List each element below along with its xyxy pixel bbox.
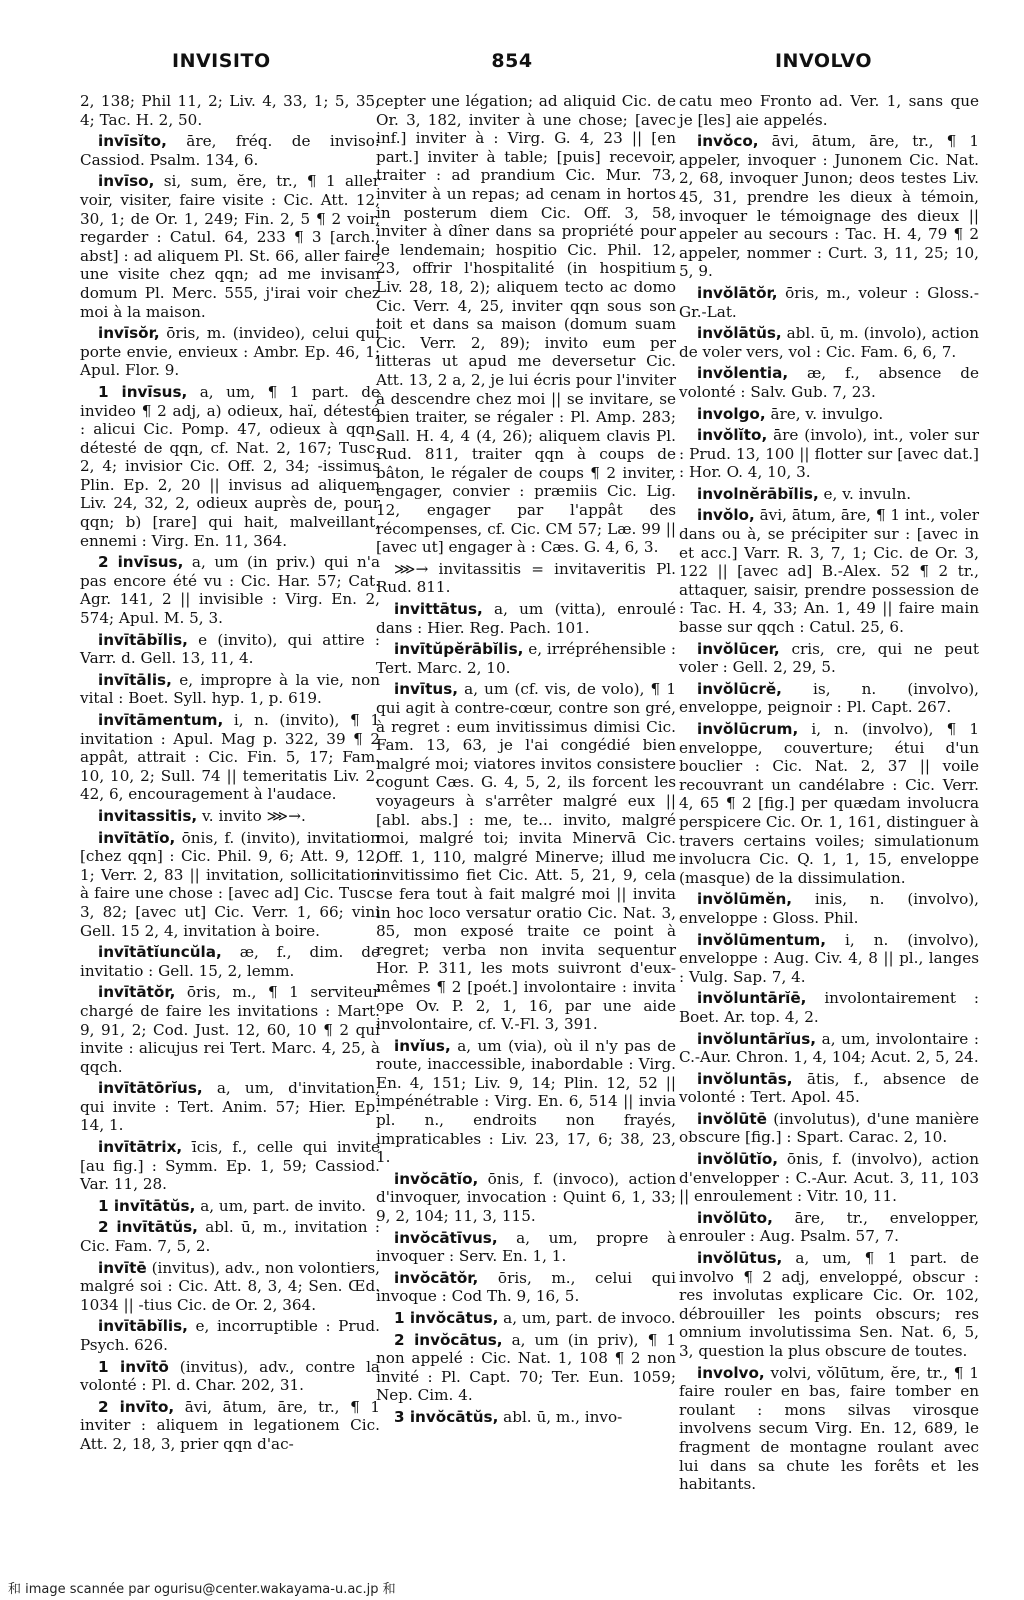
- entry-headword: invītātĭo,: [98, 828, 176, 847]
- entry-headword: invŏlūtĭo,: [697, 1150, 779, 1169]
- entry-headword: 2 invītātŭs,: [98, 1218, 198, 1237]
- entry-definition: āre, fréq. de inviso: Cassiod. Psalm. 134, 6.: [80, 132, 380, 169]
- entry-definition: v. invito ⋙→.: [197, 806, 306, 825]
- entry-definition: ōris, m., voleur : Gloss.-Gr.-Lat.: [679, 283, 979, 321]
- dictionary-entry: [679, 506, 979, 636]
- entry-definition: a, um (via), où il n'y pas de route, inaccessible, inabordable : Virg. En. 4, 151; Liv. 9, 14; Plin. 12, 52 || impénétrable : Virg. En. 6, 514 || invia pl. n., endroits non frayés, impraticables : Liv. 23, 17, 6; 38, 23, 1.: [376, 1036, 676, 1167]
- dictionary-entry: [80, 829, 380, 941]
- dictionary-entry: [80, 631, 380, 668]
- entry-headword: invŏcātŏr,: [394, 1268, 479, 1287]
- entry-definition: āre (involo), int., voler sur : Prud. 13, 100 || flotter sur [avec dat.] : Hor. O. 4, 10, 3.: [679, 426, 979, 482]
- dictionary-entry: [679, 364, 979, 401]
- entry-headword: invŏlūcer,: [697, 639, 780, 658]
- entry-headword: invŏluntārĭus,: [697, 1029, 817, 1048]
- entry-definition: ōnis, f. (involvo), action d'envelopper : C.-Aur. Acut. 3, 11, 103 || enroulement : Vitr. 10, 11.: [679, 1150, 979, 1206]
- entry-definition: a, um, propre à invoquer : Serv. En. 1, 1.: [376, 1228, 676, 1266]
- entry-definition: abl. ū, m. (involo), action de voler vers, vol : Cic. Fam. 6, 6, 7.: [679, 324, 979, 361]
- entry-definition: volvi, vŏlūtum, ĕre, tr., ¶ 1 faire rouler en bas, faire tomber en roulant : mons silvas virosque involvens secum Virg. En. 12, 689, le fragment de montagne roulant avec lui dans sa chute les forêts et les habitants.: [679, 1363, 979, 1494]
- entry-headword: invŏluntārĭē,: [697, 989, 807, 1008]
- entry-definition: a, um, part. de invoco.: [498, 1309, 676, 1327]
- dictionary-entry: [80, 1218, 380, 1255]
- dictionary-entry: [80, 1398, 380, 1454]
- entry-headword: invŏcātĭo,: [394, 1169, 479, 1188]
- scan-credit: 和 image scannée par ogurisu@center.wakayama-u.ac.jp 和: [8, 1582, 396, 1597]
- dictionary-entry: [80, 943, 380, 980]
- dictionary-entry: [679, 640, 979, 677]
- dictionary-entry: [679, 890, 979, 927]
- dictionary-entry: [376, 1229, 676, 1266]
- entry-definition: e, impropre à la vie, non vital : Boet. Syll. hyp. 1, p. 619.: [80, 670, 380, 708]
- entry-definition: abl. ū, m., invitation : Cic. Fam. 7, 5, 2.: [80, 1218, 380, 1256]
- entry-definition: īcis, f., celle qui invite [au fig.] : Symm. Ep. 1, 59; Cassiod. Var. 11, 28.: [80, 1138, 380, 1194]
- dictionary-entry: [679, 989, 979, 1026]
- entry-headword: invŏlūtus,: [697, 1249, 783, 1268]
- entry-headword: invŏlūcrum,: [697, 720, 799, 738]
- entry-headword: invītātŏr,: [98, 983, 176, 1002]
- entry-headword: invŏco,: [697, 132, 759, 151]
- dictionary-entry: [679, 931, 979, 987]
- dictionary-column-3: [679, 92, 979, 1497]
- dictionary-entry: [376, 600, 676, 637]
- entry-headword: invŏlūcrĕ,: [697, 679, 782, 698]
- entry-definition: a, um, ¶ 1 part. de invideo ¶ 2 adj, a) odieux, haï, détesté : alicui Cic. Pomp. 47, odieux à qqn, détesté de qqn, cf. Nat. 2, 167; Tusc. 2, 4; invisior Cic. Off. 2, 34; -issimus Plin. Ep. 2, 20 || invisus ad aliquem Liv. 24, 32, 2, odieux auprès de, pour qqn; b) [rare] qui hait, malveillant, ennemi : Virg. En. 11, 364.: [80, 382, 380, 550]
- entry-definition: a, um (in priv.) qui n'a pas encore été vu : Cic. Har. 57; Cat. Agr. 141, 2 || invisible : Virg. En. 2, 574; Apul. M. 5, 3.: [80, 553, 380, 628]
- entry-definition: is, n. (involvo), enveloppe, peignoir : Pl. Capt. 267.: [679, 679, 979, 717]
- entry-headword: invītātrix,: [98, 1138, 183, 1157]
- entry-definition: āvi, ātum, āre, tr., ¶ 1 inviter : aliquem in legationem Cic. Att. 2, 18, 3, prier qqn d'ac-: [80, 1397, 380, 1453]
- dictionary-entry: [80, 1358, 380, 1395]
- dictionary-entry: [80, 383, 380, 550]
- dictionary-entry: [376, 1331, 676, 1405]
- entry-definition: ōris, m., celui qui invoque : Cod Th. 9, 16, 5.: [376, 1268, 676, 1306]
- dictionary-column-2: [376, 92, 676, 1430]
- entry-headword: 2 invŏcātus,: [394, 1330, 503, 1349]
- entry-definition: e, v. invuln.: [818, 484, 912, 503]
- dictionary-entry: [679, 1030, 979, 1067]
- dictionary-entry: [80, 324, 380, 380]
- dictionary-entry: [80, 671, 380, 708]
- dictionary-column-1: [80, 92, 380, 1457]
- entry-definition: involontairement : Boet. Ar. top. 4, 2.: [679, 989, 979, 1026]
- dictionary-entry: [679, 92, 979, 129]
- guide-word-left: INVISITO: [172, 50, 271, 72]
- dictionary-entry: [679, 720, 979, 887]
- entry-definition: 2, 138; Phil 11, 2; Liv. 4, 33, 1; 5, 35, 4; Tac. H. 2, 50.: [80, 92, 380, 129]
- dictionary-entry: [80, 1317, 380, 1354]
- entry-definition: a, um (in priv), ¶ 1 non appelé : Cic. Nat. 1, 108 ¶ 2 non invité : Pl. Capt. 70; Ter. Eun. 1059; Nep. Cim. 4.: [376, 1330, 677, 1405]
- entry-headword: involnĕrābĭlis,: [697, 484, 819, 503]
- dictionary-entry: [679, 132, 979, 281]
- dictionary-entry: [679, 1070, 979, 1107]
- entry-definition: catu meo Fronto ad. Ver. 1, sans que je [les] aie appelés.: [679, 92, 979, 129]
- entry-headword: 1 invītātŭs,: [98, 1196, 196, 1215]
- entry-headword: invŏlūmentum,: [697, 930, 826, 949]
- entry-definition: āre, tr., envelopper, enrouler : Aug. Psalm. 57, 7.: [679, 1208, 979, 1246]
- dictionary-entry: [679, 1364, 979, 1494]
- dictionary-entry: [376, 640, 676, 677]
- dictionary-entry: [679, 680, 979, 717]
- entry-definition: inis, n. (involvo), enveloppe : Gloss. Phil.: [679, 890, 979, 927]
- entry-definition: āvi, ātum, āre, tr., ¶ 1 appeler, invoquer : Junonem Cic. Nat. 2, 68, invoquer Junon; deos testes Liv. 45, 31, prendre les dieux à témoin, invoquer le témoignage des dieux || appeler au secours : Tac. H. 4, 79 ¶ 2 appeler, nommer : Curt. 3, 11, 25; 10, 5, 9.: [679, 132, 979, 281]
- running-header: [0, 50, 1024, 90]
- entry-headword: involvo,: [697, 1363, 765, 1382]
- dictionary-entry: [679, 426, 979, 482]
- dictionary-entry: [679, 1209, 979, 1246]
- entry-definition: e (invito), qui attire : Varr. d. Gell. 13, 11, 4.: [80, 630, 380, 668]
- dictionary-entry: [376, 1408, 676, 1427]
- entry-headword: invītāmentum,: [98, 711, 224, 729]
- entry-definition: ōnis, f. (invoco), action d'invoquer, invocation : Quint 6, 1, 33; 9, 2, 104; 11, 3, 115.: [376, 1169, 676, 1226]
- entry-definition: si, sum, ĕre, tr., ¶ 1 aller voir, visiter, faire visite : Cic. Att. 12, 30, 1; de Or. 1, 249; Fin. 2, 5 ¶ 2 voir, regarder : Catul. 64, 233 ¶ 3 [arch., abst] : ad aliquem Pl. St. 66, aller faire une visite chez qqn; ad me invisam domum Pl. Merc. 555, j'irai voir chez moi à la maison.: [80, 172, 380, 321]
- entry-definition: a, um (cf. vis, de volo), ¶ 1 qui agit à contre-cœur, contre son gré, à regret : eum invitissimus dimisi Cic. Fam. 13, 63, je l'ai congédié bien malgré moi; viatores invitos consistere cogunt Cæs. G. 4, 5, 2, ils forcent les voyageurs à s'arrêter malgré eux || [abl. abs.] : me, te... invito, malgré moi, malgré toi; invita Minervā Cic. Off. 1, 110, malgré Minerve; illud me invitissimo fiet Cic. Att. 5, 21, 9, cela se fera tout à fait malgré moi || invita in hoc loco versatur oratio Cic. Nat. 3, 85, mon exposé traite ce point à regret; verba non invita sequentur Hor. P. 311, les mots suivront d'eux-mêmes ¶ 2 [poét.] involontaire : invita ope Ov. P. 2, 1, 16, par une aide involontaire, cf. V.-Fl. 3, 391.: [376, 680, 676, 1034]
- entry-definition: (invitus), adv., non volontiers, malgré soi : Cic. Att. 8, 3, 4; Sen. Œd. 1034 || -tius Cic. de Or. 2, 364.: [80, 1258, 380, 1314]
- entry-headword: invitassitis,: [98, 806, 198, 825]
- dictionary-entry: [80, 807, 380, 826]
- entry-headword: invītābĭlis,: [98, 630, 188, 649]
- dictionary-entry: [80, 1079, 380, 1135]
- entry-headword: invŏcātīvus,: [394, 1228, 498, 1247]
- entry-headword: invŏlūmĕn,: [697, 890, 793, 909]
- dictionary-entry: [679, 1110, 979, 1147]
- entry-definition: a, um, involontaire : C.-Aur. Chron. 1, 4, 104; Acut. 2, 5, 24.: [679, 1029, 979, 1067]
- dictionary-entry: [679, 1249, 979, 1361]
- entry-headword: invŏlātŭs,: [697, 324, 782, 343]
- entry-headword: 2 invīsus,: [98, 553, 184, 572]
- entry-definition: ōnis, f. (invito), invitation [chez qqn] : Cic. Phil. 9, 6; Att. 9, 12, 1; Verr. 2, 83 || invitation, sollicitation à faire une chose : [avec ad] Cic. Tusc. 3, 82; [avec ut] Cic. Verr. 1, 66; vini Gell. 15 2, 4, invitation à boire.: [80, 828, 380, 940]
- dictionary-entry: [679, 405, 979, 424]
- entry-definition: i, n. (involvo), enveloppe : Aug. Civ. 4, 8 || pl., langes : Vulg. Sap. 7, 4.: [679, 930, 979, 986]
- entry-definition: æ, f., absence de volonté : Salv. Gub. 7, 23.: [679, 364, 979, 401]
- dictionary-entry: [679, 485, 979, 504]
- entry-headword: 3 invŏcātŭs,: [394, 1407, 499, 1426]
- entry-definition: a, um, ¶ 1 part. de involvo ¶ 2 adj, enveloppé, obscur : res involutas explicare Cic. Or. 102, débrouiller les points obscurs; res omnium involutissima Sen. Nat. 6, 5, 3, question la plus obscure de toutes.: [679, 1249, 979, 1360]
- entry-headword: invŏlātŏr,: [697, 283, 778, 302]
- entry-headword: invīsŏr,: [98, 324, 160, 343]
- entry-definition: (involutus), d'une manière obscure [fig.] : Spart. Carac. 2, 10.: [679, 1109, 979, 1147]
- dictionary-entry: [679, 324, 979, 361]
- entry-definition: e, incorruptible : Prud. Psych. 626.: [80, 1317, 380, 1354]
- entry-definition: ātis, f., absence de volonté : Tert. Apol. 45.: [679, 1069, 979, 1107]
- entry-headword: invīsĭto,: [98, 132, 167, 151]
- entry-headword: invītŭpĕrābĭlis,: [394, 640, 524, 659]
- entry-headword: invīso,: [98, 172, 155, 191]
- dictionary-entry: [376, 1170, 676, 1226]
- dictionary-entry: [376, 1309, 676, 1328]
- dictionary-entry: [376, 1269, 676, 1306]
- entry-headword: invŏlūto,: [697, 1208, 773, 1227]
- entry-headword: invītātĭuncŭla,: [98, 943, 222, 962]
- dictionary-entry: [80, 1259, 380, 1315]
- entry-definition: (invitus), adv., contre la volonté : Pl. d. Char. 202, 31.: [80, 1357, 380, 1395]
- page-number: 854: [491, 50, 533, 72]
- entry-definition: āvi, ātum, āre, ¶ 1 int., voler dans ou à, se précipiter sur : [avec in et acc.] Varr. R. 3, 7, 1; Cic. de Or. 3, 122 || [avec ad] B.-Alex. 52 ¶ 2 tr., attaquer, saisir, prendre possession de : Tac. H. 4, 33; An. 1, 49 || faire main basse sur qqch : Catul. 25, 6.: [679, 506, 979, 637]
- entry-headword: invītē: [98, 1258, 147, 1277]
- entry-definition: ōris, m. (invideo), celui qui porte envie, envieux : Ambr. Ep. 46, 1; Apul. Flor. 9.: [80, 324, 380, 380]
- dictionary-entry: [679, 284, 979, 321]
- entry-headword: 1 invītō: [98, 1357, 169, 1376]
- dictionary-entry: [80, 132, 380, 169]
- entry-definition: æ, f., dim. de invitatio : Gell. 15, 2, lemm.: [80, 943, 380, 980]
- guide-word-right: INVOLVO: [774, 50, 872, 72]
- entry-definition: a, um, d'invitation, qui invite : Tert. Anim. 57; Hier. Ep. 14, 1.: [80, 1079, 380, 1135]
- entry-headword: invītātōrĭus,: [98, 1079, 203, 1098]
- dictionary-entry: [80, 1138, 380, 1194]
- entry-definition: a, um (vitta), enroulé dans : Hier. Reg. Pach. 101.: [376, 600, 676, 637]
- dictionary-entry: [80, 1197, 380, 1216]
- entry-definition: i, n. (invito), ¶ 1 invitation : Apul. Mag p. 322, 39 ¶ 2 appât, attrait : Cic. Fin. 5, 17; Fam. 10, 10, 2; Sull. 74 || temeritatis Liv. 2, 42, 6, encouragement à l'audace.: [80, 711, 380, 804]
- entry-headword: invītālis,: [98, 670, 172, 689]
- dictionary-entry: [80, 711, 380, 804]
- dictionary-entry: [376, 560, 676, 597]
- entry-headword: invŏluntās,: [697, 1069, 793, 1088]
- entry-headword: invŏlo,: [697, 506, 755, 525]
- dictionary-entry: [80, 553, 380, 627]
- dictionary-entry: [80, 172, 380, 321]
- dictionary-entry: [80, 92, 380, 129]
- entry-definition: ōris, m., ¶ 1 serviteur chargé de faire les invitations : Mart. 9, 91, 2; Cod. Just. 12, 60, 10 ¶ 2 qui invite : alicujus rei Tert. Marc. 4, 25, à qqch.: [80, 983, 380, 1076]
- entry-definition: āre, v. invulgo.: [765, 404, 884, 423]
- entry-definition: ⋙→ invitassitis = invitaveritis Pl. Rud. 811.: [376, 559, 676, 597]
- entry-headword: invittātus,: [394, 600, 483, 619]
- entry-headword: invītus,: [394, 680, 459, 699]
- entry-definition: abl. ū, m., invo-: [498, 1407, 623, 1426]
- entry-headword: invŏlentia,: [697, 364, 789, 383]
- entry-definition: i, n. (involvo), ¶ 1 enveloppe, couverture; étui d'un bouclier : Cic. Nat. 2, 37 || voile recouvrant un candélabre : Cic. Verr. 4, 65 ¶ 2 [fig.] per quædam involucra perspicere Cic. Or. 1, 161, distinguer à travers certains voiles; simulationum involucra Cic. Q. 1, 1, 15, enveloppe (masque) de la dissimulation.: [679, 720, 979, 887]
- entry-headword: involgo,: [697, 404, 766, 423]
- entry-headword: invŏlūtē: [697, 1109, 767, 1128]
- entry-headword: 1 invīsus,: [98, 382, 188, 401]
- dictionary-entry: [679, 1150, 979, 1206]
- entry-headword: 1 invŏcātus,: [394, 1309, 499, 1327]
- entry-definition: cepter une légation; ad aliquid Cic. de Or. 3, 182, inviter à une chose; [avec inf.] inviter à : Virg. G. 4, 23 || [en part.] inviter à table; [puis] recevoir, traiter : ad prandium Cic. Mur. 73, inviter à un repas; ad cenam in hortos in posterum diem Cic. Off. 3, 58, inviter à dîner dans sa propriété pour le lendemain; hospitio Cic. Phil. 12, 23, offrir l'hospitalité (in hospitium Liv. 28, 18, 2); aliquem tecto ac domo Cic. Verr. 4, 25, inviter qqn sous son toit et dans sa maison (domum suam Cic. Verr. 2, 89); invito eum per litteras ut apud me deversetur Cic. Att. 13, 2 a, 2, je lui écris pour l'inviter à descendre chez moi || se invitare, se bien traiter, se régaler : Pl. Amp. 283; Sall. H. 4, 4 (4, 26); aliquem clavis Pl. Rud. 811, traiter qqn à coups de bâton, le régaler de coups ¶ 2 inviter, engager, convier : præmiis Cic. Lig. 12, engager par l'appât des récompenses, cf. Cic. CM 57; Læ. 99 || [avec ut] engager à : Cæs. G. 4, 6, 3.: [376, 92, 676, 557]
- dictionary-entry: [376, 1037, 676, 1167]
- entry-definition: cris, cre, qui ne peut voler : Gell. 2, 29, 5.: [679, 639, 979, 677]
- entry-definition: a, um, part. de invito.: [195, 1196, 366, 1215]
- entry-headword: 2 invīto,: [98, 1397, 175, 1416]
- entry-definition: e, irrépréhensible : Tert. Marc. 2, 10.: [376, 640, 676, 677]
- dictionary-entry: [376, 92, 676, 557]
- entry-headword: invītābĭlis,: [98, 1317, 188, 1336]
- entry-headword: invŏlĭto,: [697, 426, 768, 445]
- entry-headword: invĭus,: [394, 1036, 451, 1055]
- dictionary-entry: [80, 983, 380, 1076]
- dictionary-entry: [376, 680, 676, 1033]
